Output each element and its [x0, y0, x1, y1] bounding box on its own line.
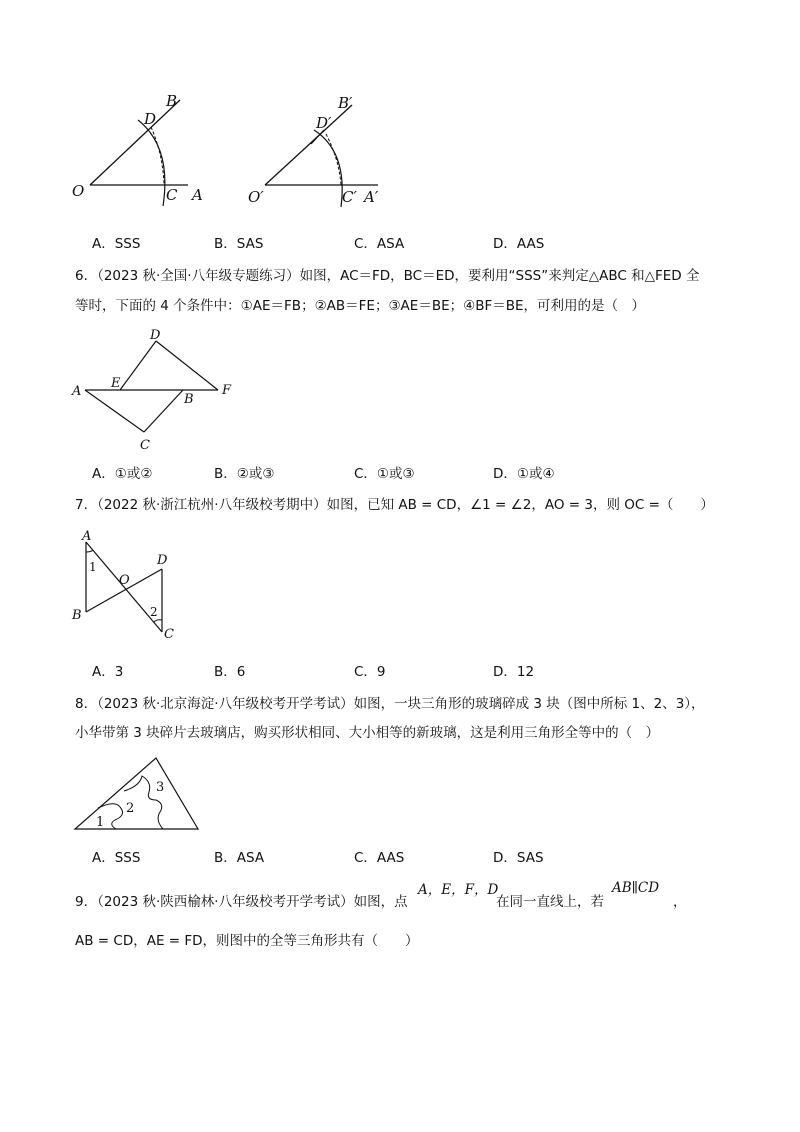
q9-stem-part1: 9．（2023 秋·陕西榆林·八年级校考开学考试）如图，点 — [75, 894, 408, 910]
q5-option-d: D．AAS — [493, 236, 545, 252]
label-D: D — [144, 110, 157, 128]
label-B: B — [72, 608, 82, 623]
label-F: F — [222, 383, 232, 398]
q6-figure — [68, 328, 248, 458]
q5-option-c: C．ASA — [354, 236, 405, 252]
label-A: A — [192, 186, 203, 204]
label-A: A — [82, 529, 92, 544]
q6-option-d: D．①或④ — [493, 466, 555, 482]
q6-stem-line2: 等时，下面的 4 个条件中：①AE＝FB；②AB＝FE；③AE＝BE；④BF＝BE，可利用的是（ ） — [75, 298, 646, 314]
q6-option-a: A．①或② — [92, 466, 153, 482]
q8-option-d: D．SAS — [493, 850, 544, 866]
label-C-prime: C′ — [342, 188, 357, 206]
q7-option-b: B．6 — [214, 664, 246, 680]
label-2: 2 — [150, 605, 158, 619]
label-1: 1 — [89, 560, 97, 574]
q5-option-b: B．SAS — [214, 236, 264, 252]
q7-option-c: C．9 — [354, 664, 386, 680]
q6-option-b: B．②或③ — [214, 466, 275, 482]
q9-comma: ， — [673, 894, 687, 910]
q8-option-b: B．ASA — [214, 850, 265, 866]
label-E: E — [111, 376, 121, 391]
q7-figure — [66, 528, 186, 648]
label-1: 1 — [96, 815, 105, 830]
q8-option-a: A．SSS — [92, 850, 141, 866]
q7-option-d: D．12 — [493, 664, 535, 680]
label-D-prime: D′ — [316, 114, 332, 132]
label-A: A — [72, 384, 82, 399]
label-C: C — [164, 627, 174, 642]
label-B: B — [166, 92, 178, 110]
q5-figure-left — [60, 92, 230, 212]
q6-stem-line1: 6．（2023 秋·全国·八年级专题练习）如图，AC＝FD，BC＝ED，要利用“SSS”来判定△ABC 和△FED 全 — [75, 268, 700, 284]
label-C: C — [166, 186, 178, 204]
q9-points: A，E，F，D — [418, 882, 499, 898]
label-O: O — [72, 182, 85, 200]
q5-figure-right — [240, 92, 410, 212]
label-B: B — [184, 392, 194, 407]
q6-option-c: C．①或③ — [354, 466, 415, 482]
label-D: D — [157, 553, 168, 568]
q9-parallel: AB∥CD — [612, 880, 660, 896]
label-O-prime: O′ — [248, 188, 264, 206]
q8-stem-line2: 小华带第 3 块碎片去玻璃店，购买形状相同、大小相等的新玻璃，这是利用三角形全等中的（ ） — [75, 725, 660, 741]
label-D: D — [150, 328, 161, 343]
q8-stem-line1: 8．（2023 秋·北京海淀·八年级校考开学考试）如图，一块三角形的玻璃碎成 3 块（图中所标 1、2、3）， — [75, 696, 705, 712]
q8-option-c: C．AAS — [354, 850, 405, 866]
label-3: 3 — [156, 780, 165, 795]
label-C: C — [140, 438, 150, 453]
label-B-prime: B′ — [338, 94, 353, 112]
label-O: O — [119, 573, 130, 588]
q7-option-a: A．3 — [92, 664, 124, 680]
q9-stem-part2: 在同一直线上，若 — [496, 894, 604, 910]
label-A-prime: A′ — [364, 188, 379, 206]
q7-stem: 7．（2022 秋·浙江杭州·八年级校考期中）如图，已知 AB = CD，∠1 = ∠2，AO = 3，则 OC =（ ） — [75, 497, 714, 513]
q8-figure — [70, 752, 210, 837]
q5-option-a: A．SSS — [92, 236, 141, 252]
label-2: 2 — [126, 801, 135, 816]
q9-stem-line2: AB = CD，AE = FD，则图中的全等三角形共有（ ） — [75, 933, 419, 949]
